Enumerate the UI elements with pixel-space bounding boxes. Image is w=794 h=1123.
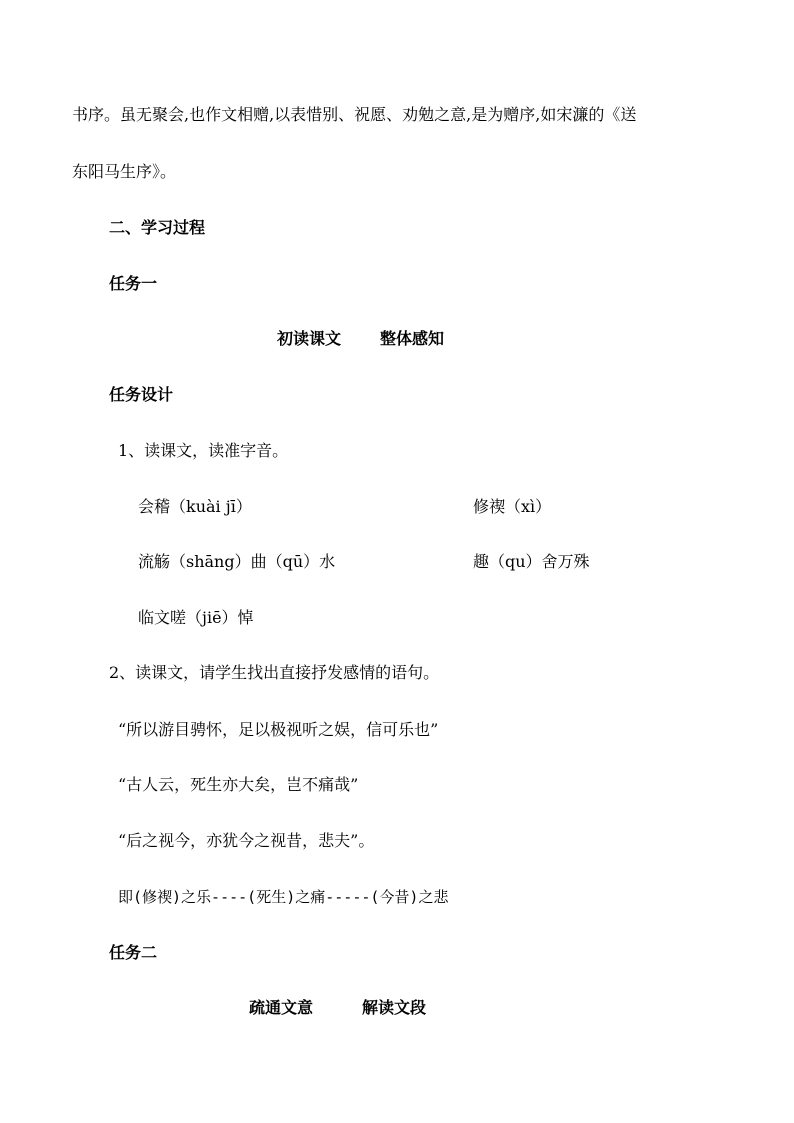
pronunciation-item: 趣（qu）舍万殊 bbox=[473, 552, 590, 571]
task2-label: 任务二 bbox=[109, 943, 158, 962]
task-design-label: 任务设计 bbox=[109, 385, 174, 404]
pronunciation-item: 修禊（xì） bbox=[473, 497, 552, 516]
section-heading: 二、学习过程 bbox=[109, 218, 206, 237]
quote-line: “所以游目骋怀，足以极视听之娱，信可乐也” bbox=[118, 720, 439, 739]
step2-text: 2、读课文，请学生找出直接抒发感情的语句。 bbox=[109, 663, 440, 682]
task2-title-a: 疏通文意 bbox=[249, 998, 314, 1017]
quote-line: “后之视今，亦犹今之视昔，悲夫”。 bbox=[118, 831, 375, 850]
quote-line: “古人云，死生亦大矣，岂不痛哉” bbox=[118, 775, 359, 794]
emotion-summary: 即(修禊)之乐----(死生)之痛-----(今昔)之悲 bbox=[118, 888, 449, 906]
intro-line-1: 书序。虽无聚会,也作文相赠,以表惜别、祝愿、劝勉之意,是为赠序,如宋濂的《送 bbox=[72, 105, 637, 124]
intro-line-2: 东阳马生序》。 bbox=[72, 162, 177, 181]
task1-title-a: 初读课文 bbox=[277, 329, 342, 348]
pronunciation-item: 会稽（kuài jī） bbox=[138, 497, 252, 516]
pronunciation-item: 流觞（shāng）曲（qū）水 bbox=[138, 552, 336, 571]
pronunciation-item: 临文嗟（jiē）悼 bbox=[138, 608, 254, 627]
task1-label: 任务一 bbox=[109, 274, 158, 293]
step1-text: 1、读课文，读准字音。 bbox=[118, 441, 289, 460]
task1-title-b: 整体感知 bbox=[380, 329, 445, 348]
task2-title-b: 解读文段 bbox=[362, 998, 427, 1017]
